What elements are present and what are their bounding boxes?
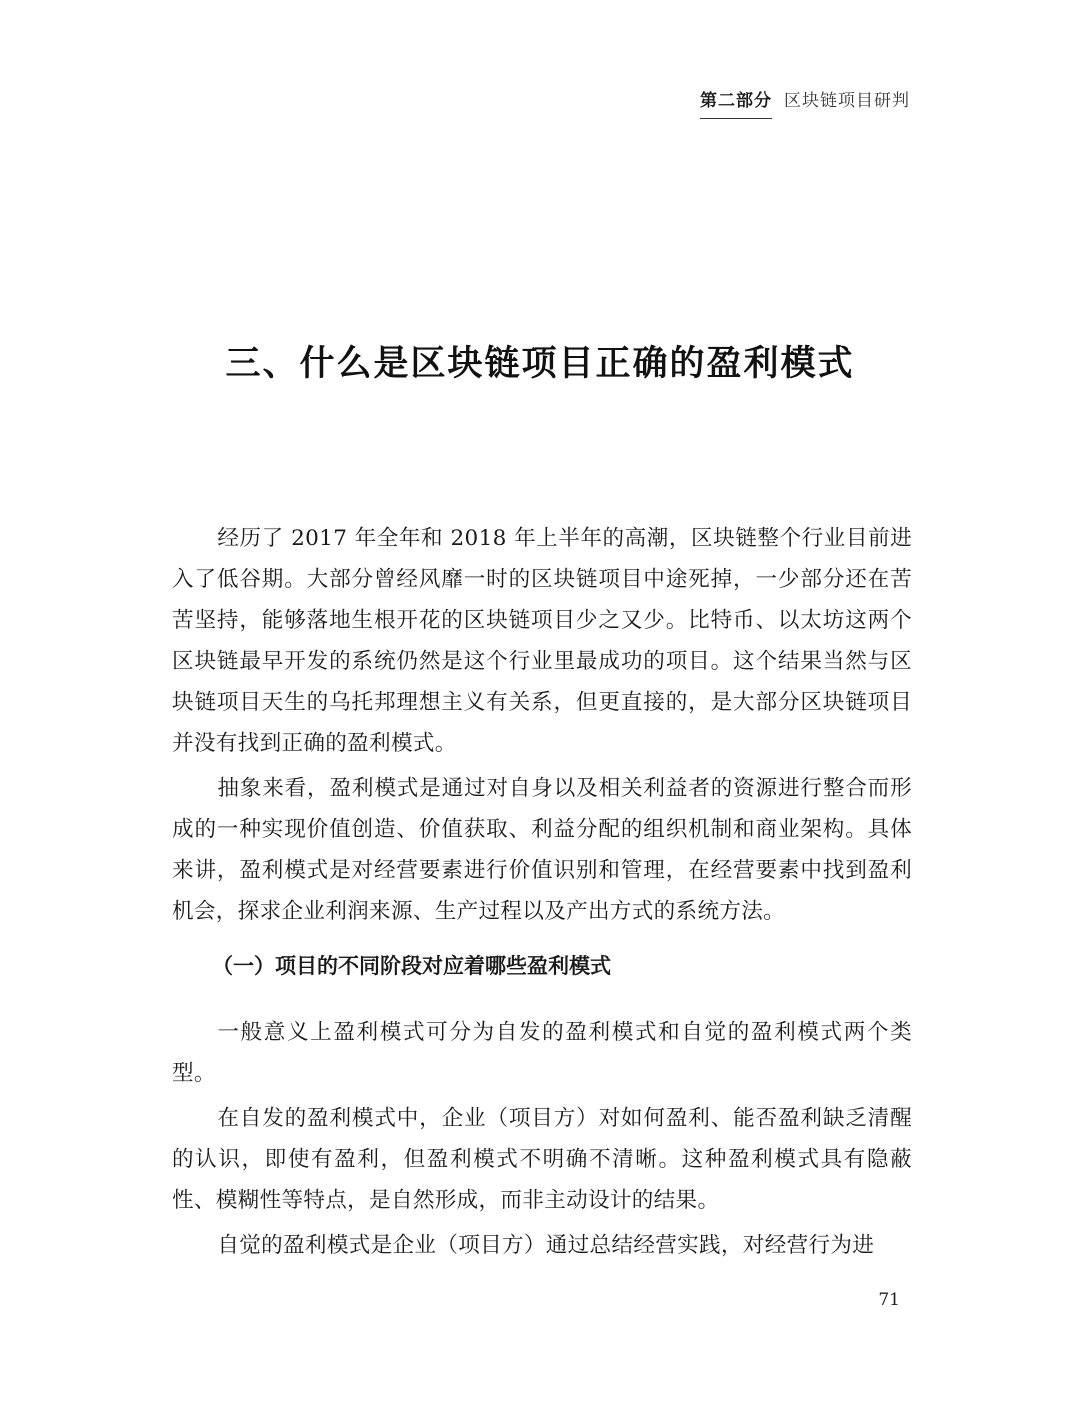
body-text (172, 518, 912, 1270)
paragraph-3: 一般意义上盈利模式可分为自发的盈利模式和自觉的盈利模式两个类型。 (172, 1020, 912, 1086)
header-section-label: 区块链项目研判 (784, 91, 910, 111)
header-part-label: 第二部分 (700, 86, 772, 119)
paragraph-2: 抽象来看，盈利模式是通过对自身以及相关利益者的资源进行整合而形成的一种实现价值创造、价值获取、利益分配的组织机制和商业架构。具体来讲，盈利模式是对经营要素进行价值识别和管理，在经营要素中找到盈利机会，探求企业利润来源、生产过程以及产出方式的系统方法。 (172, 776, 912, 924)
page-number: 71 (878, 1290, 900, 1310)
paragraph-1: 经历了 2017 年全年和 2018 年上半年的高潮，区块链整个行业目前进入了低谷期。大部分曾经风靡一时的区块链项目中途死掉，一少部分还在苦苦坚持，能够落地生根开花的区块链项目少之又少。比特币、以太坊这两个区块链最早开发的系统仍然是这个行业里最成功的项目。这个结果当然与区块链项目天生的乌托邦理想主义有关系，但更直接的，是大部分区块链项目并没有找到正确的盈利模式。 (172, 526, 912, 756)
paragraph-4: 在自发的盈利模式中，企业（项目方）对如何盈利、能否盈利缺乏清醒的认识，即使有盈利，但盈利模式不明确不清晰。这种盈利模式具有隐蔽性、模糊性等特点，是自然形成，而非主动设计的结果。 (172, 1106, 912, 1213)
running-header (700, 86, 910, 119)
chapter-title: 三、什么是区块链项目正确的盈利模式 (225, 343, 855, 384)
paragraph-5: 自觉的盈利模式是企业（项目方）通过总结经营实践，对经营行为进 (217, 1233, 875, 1258)
section-subheading: （一）项目的不同阶段对应着哪些盈利模式 (212, 954, 611, 978)
